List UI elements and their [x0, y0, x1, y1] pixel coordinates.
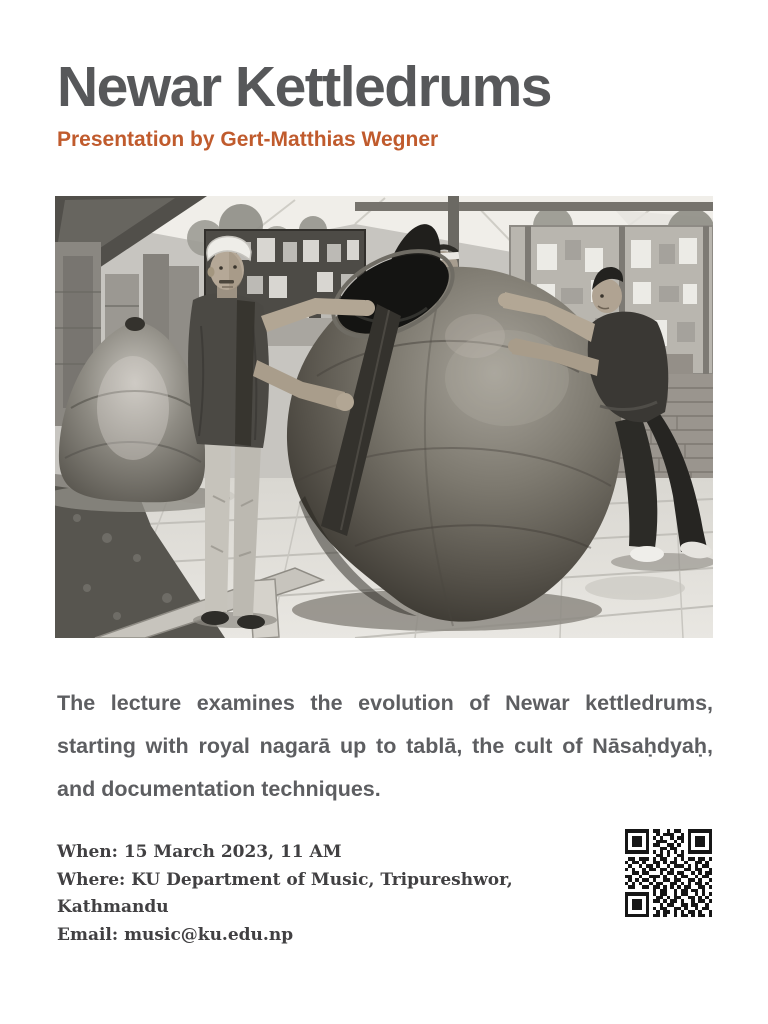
poster-header [0, 0, 768, 152]
qr-code [625, 829, 712, 917]
subtitle: Presentation by Gert-Matthias Wegner [57, 128, 439, 152]
kettledrum-photo-illustration [55, 196, 713, 638]
kettledrum-photo [55, 196, 713, 638]
poster-footer [57, 839, 713, 949]
page-title: Newar Kettledrums [57, 55, 551, 119]
description-paragraph: The lecture examines the evolution of Newar kettledrums, starting with royal nagarā up to tablā, the cult of Nāsaḥdyaḥ, and documentation techniques. [57, 691, 713, 802]
detail-where: Where: KU Department of Music, Tripureshwor, Kathmandu [57, 869, 513, 918]
qr-module [709, 914, 713, 918]
event-details [57, 839, 625, 949]
detail-email: Email: music@ku.edu.np [57, 924, 294, 945]
detail-when: When: 15 March 2023, 11 AM [57, 842, 342, 863]
